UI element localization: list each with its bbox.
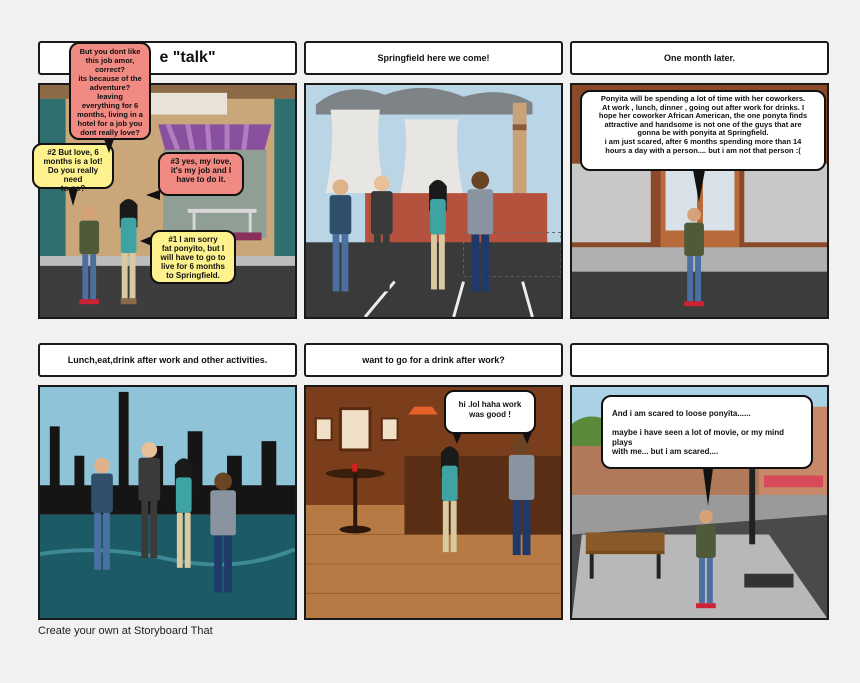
- bubble-tail: [146, 190, 160, 200]
- speech-bubble-yes-my-love: #3 yes, my love, it's my job and I have to do it.: [158, 152, 244, 196]
- footer-credit: Create your own at Storyboard That: [38, 625, 213, 637]
- speech-bubble-i-am-sorry: #1 I am sorry fat ponyito, but I will have to go to live for 6 months to Springfield.: [150, 230, 236, 284]
- power-plant-scene: [306, 85, 561, 317]
- bubble-tail: [703, 468, 713, 506]
- bubble-tail: [522, 432, 532, 444]
- bubble-tail: [452, 432, 462, 444]
- speech-bubble-but-you-dont-like: But you dont like this job amor, correct? its because of the adventure? leaving everything for 6 months, living in a hotel for a job you dont really love?: [69, 42, 151, 140]
- panel-4-city: [38, 385, 297, 620]
- bubble-tail: [140, 236, 152, 246]
- caption-text: want to go for a drink after work?: [362, 355, 505, 365]
- panel-2-power-plant: [304, 83, 563, 319]
- speech-bubble-work-was-good: hi .lol haha work was good !: [444, 390, 536, 434]
- caption-panel-3: [570, 41, 829, 75]
- speech-bubble-ponyita-coworkers: Ponyita will be spending a lot of time with her coworkers. At work , lunch, dinner , going out after work for drinks. I hope her coworker African American, the one ponyta finds attractive and handsome is not one of the guys that are gonna be with ponyita at Springfield. i am just scared, after 6 months spending more than 14 hours a day with a person.... but i am not that person :(: [580, 90, 826, 171]
- bubble-tail: [68, 188, 78, 206]
- speech-bubble-scared-to-loose: And i am scared to loose ponyita...... maybe i have seen a lot of movie, or my mind plays with me... but i am scared....: [601, 395, 813, 469]
- bubble-tail: [104, 139, 114, 153]
- caption-panel-4: [38, 343, 297, 377]
- caption-text: e "talk": [159, 49, 216, 66]
- caption-text: Springfield here we come!: [377, 53, 490, 63]
- speech-bubble-6-months-is-a-lot: #2 But love, 6 months is a lot! Do you really need to go?: [32, 143, 114, 189]
- caption-panel-6: [570, 343, 829, 377]
- caption-panel-2: [304, 41, 563, 75]
- caption-text: Lunch,eat,drink after work and other activities.: [67, 355, 268, 365]
- bubble-tail: [693, 170, 705, 202]
- caption-text: One month later.: [663, 53, 735, 63]
- city-scene: [40, 387, 295, 618]
- caption-panel-5: [304, 343, 563, 377]
